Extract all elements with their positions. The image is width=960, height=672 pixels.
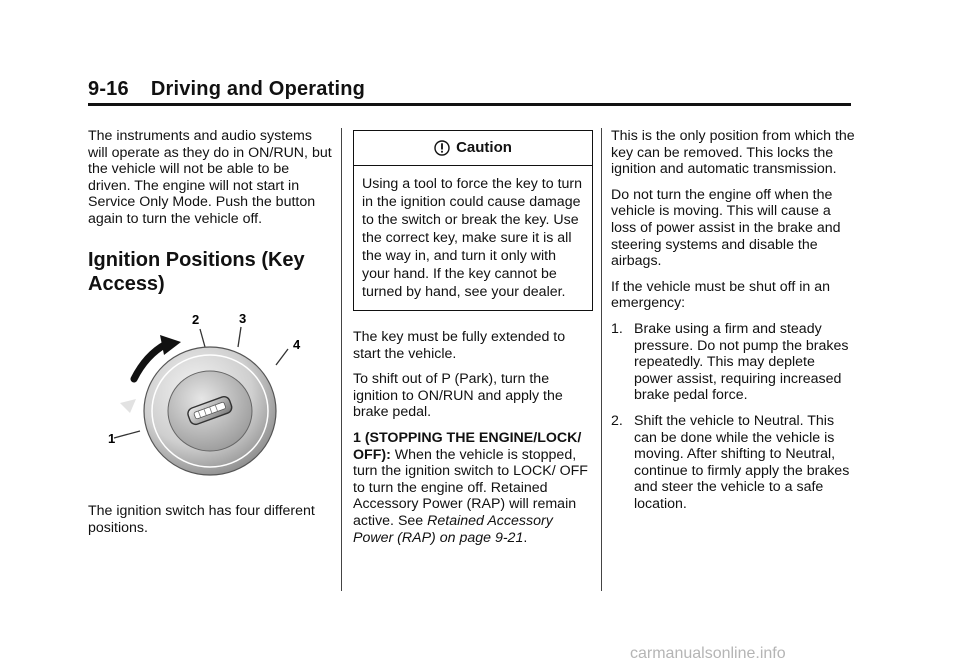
column-3 xyxy=(611,128,856,521)
key-removal-paragraph: This is the only position from which the key can be removed. This locks the ignition and automatic transmission. xyxy=(611,128,855,178)
step-text: Brake using a firm and steady pressure. Do not pump the brakes repeatedly. This may deplete power assist, requiring increased brake pedal force. xyxy=(634,320,849,404)
chapter-title: Driving and Operating xyxy=(150,78,366,100)
position-label-2: 2 xyxy=(192,312,200,327)
step-number: 2. xyxy=(611,412,623,429)
page-number: 9-16 xyxy=(88,78,129,100)
step-text: Shift the vehicle to Neutral. This can be done while the vehicle is moving. After shifting to Neutral, continue to firmly apply the brakes and steer the vehicle to a safe location. xyxy=(634,412,850,512)
rap-cross-reference[interactable]: Retained Accessory Power (RAP) on page 9-21 xyxy=(353,512,553,546)
emergency-steps-list xyxy=(611,321,856,513)
ignition-switch-illustration xyxy=(106,307,316,482)
intro-paragraph: The instruments and audio systems will operate as they do in ON/RUN, but the vehicle will not be able to be driven. The engine will not start in Service Only Mode. Push the button again to turn the vehicle off. xyxy=(88,128,332,227)
position-1-lead: 1 (STOPPING THE ENGINE/LOCK/ OFF): xyxy=(353,429,582,463)
list-item xyxy=(611,321,856,404)
header-rule xyxy=(88,103,851,106)
warning-icon xyxy=(434,140,450,156)
column-divider-2 xyxy=(601,128,602,591)
column-1 xyxy=(88,128,332,296)
shift-out-of-park-paragraph: To shift out of P (Park), turn the ignition to ON/RUN and apply the brake pedal. xyxy=(353,371,563,421)
caution-text: Using a tool to force the key to turn in the ignition could cause damage to the switch or break the key. Use the correct key, make sure it is all the way in, and turn it only with your hand. If the key cannot be turned by hand, see your dealer. xyxy=(362,176,583,300)
page-header xyxy=(88,78,365,101)
column-2 xyxy=(353,128,593,555)
step-number: 1. xyxy=(611,320,623,337)
position-label-4: 4 xyxy=(293,337,301,352)
position-label-3: 3 xyxy=(239,311,247,326)
engine-off-warning-paragraph: Do not turn the engine off when the vehicle is moving. This will cause a loss of power assist in the brake and steering systems and disable the airbags. xyxy=(611,186,841,270)
position-label-1: 1 xyxy=(108,431,116,446)
figure-caption: The ignition switch has four different positions. xyxy=(88,503,315,536)
emergency-intro-paragraph: If the vehicle must be shut off in an emergency: xyxy=(611,278,830,312)
caution-header xyxy=(354,131,592,166)
section-title: Ignition Positions (Key Access) xyxy=(88,248,305,295)
position-1-paragraph xyxy=(353,430,593,546)
position-1-text: When the vehicle is stopped, turn the ignition switch to LOCK/ OFF to turn the engine off. Retained Accessory Power (RAP) will remain active. See xyxy=(353,446,588,529)
position-marker-icon xyxy=(120,399,136,413)
list-item xyxy=(611,413,856,513)
caution-title: Caution xyxy=(456,138,512,156)
caution-box xyxy=(353,130,593,311)
column-divider-1 xyxy=(341,128,342,591)
position-1-end: . xyxy=(523,529,528,546)
watermark: carmanualsonline.info xyxy=(630,645,786,662)
key-extended-paragraph: The key must be fully extended to start the vehicle. xyxy=(353,329,566,362)
